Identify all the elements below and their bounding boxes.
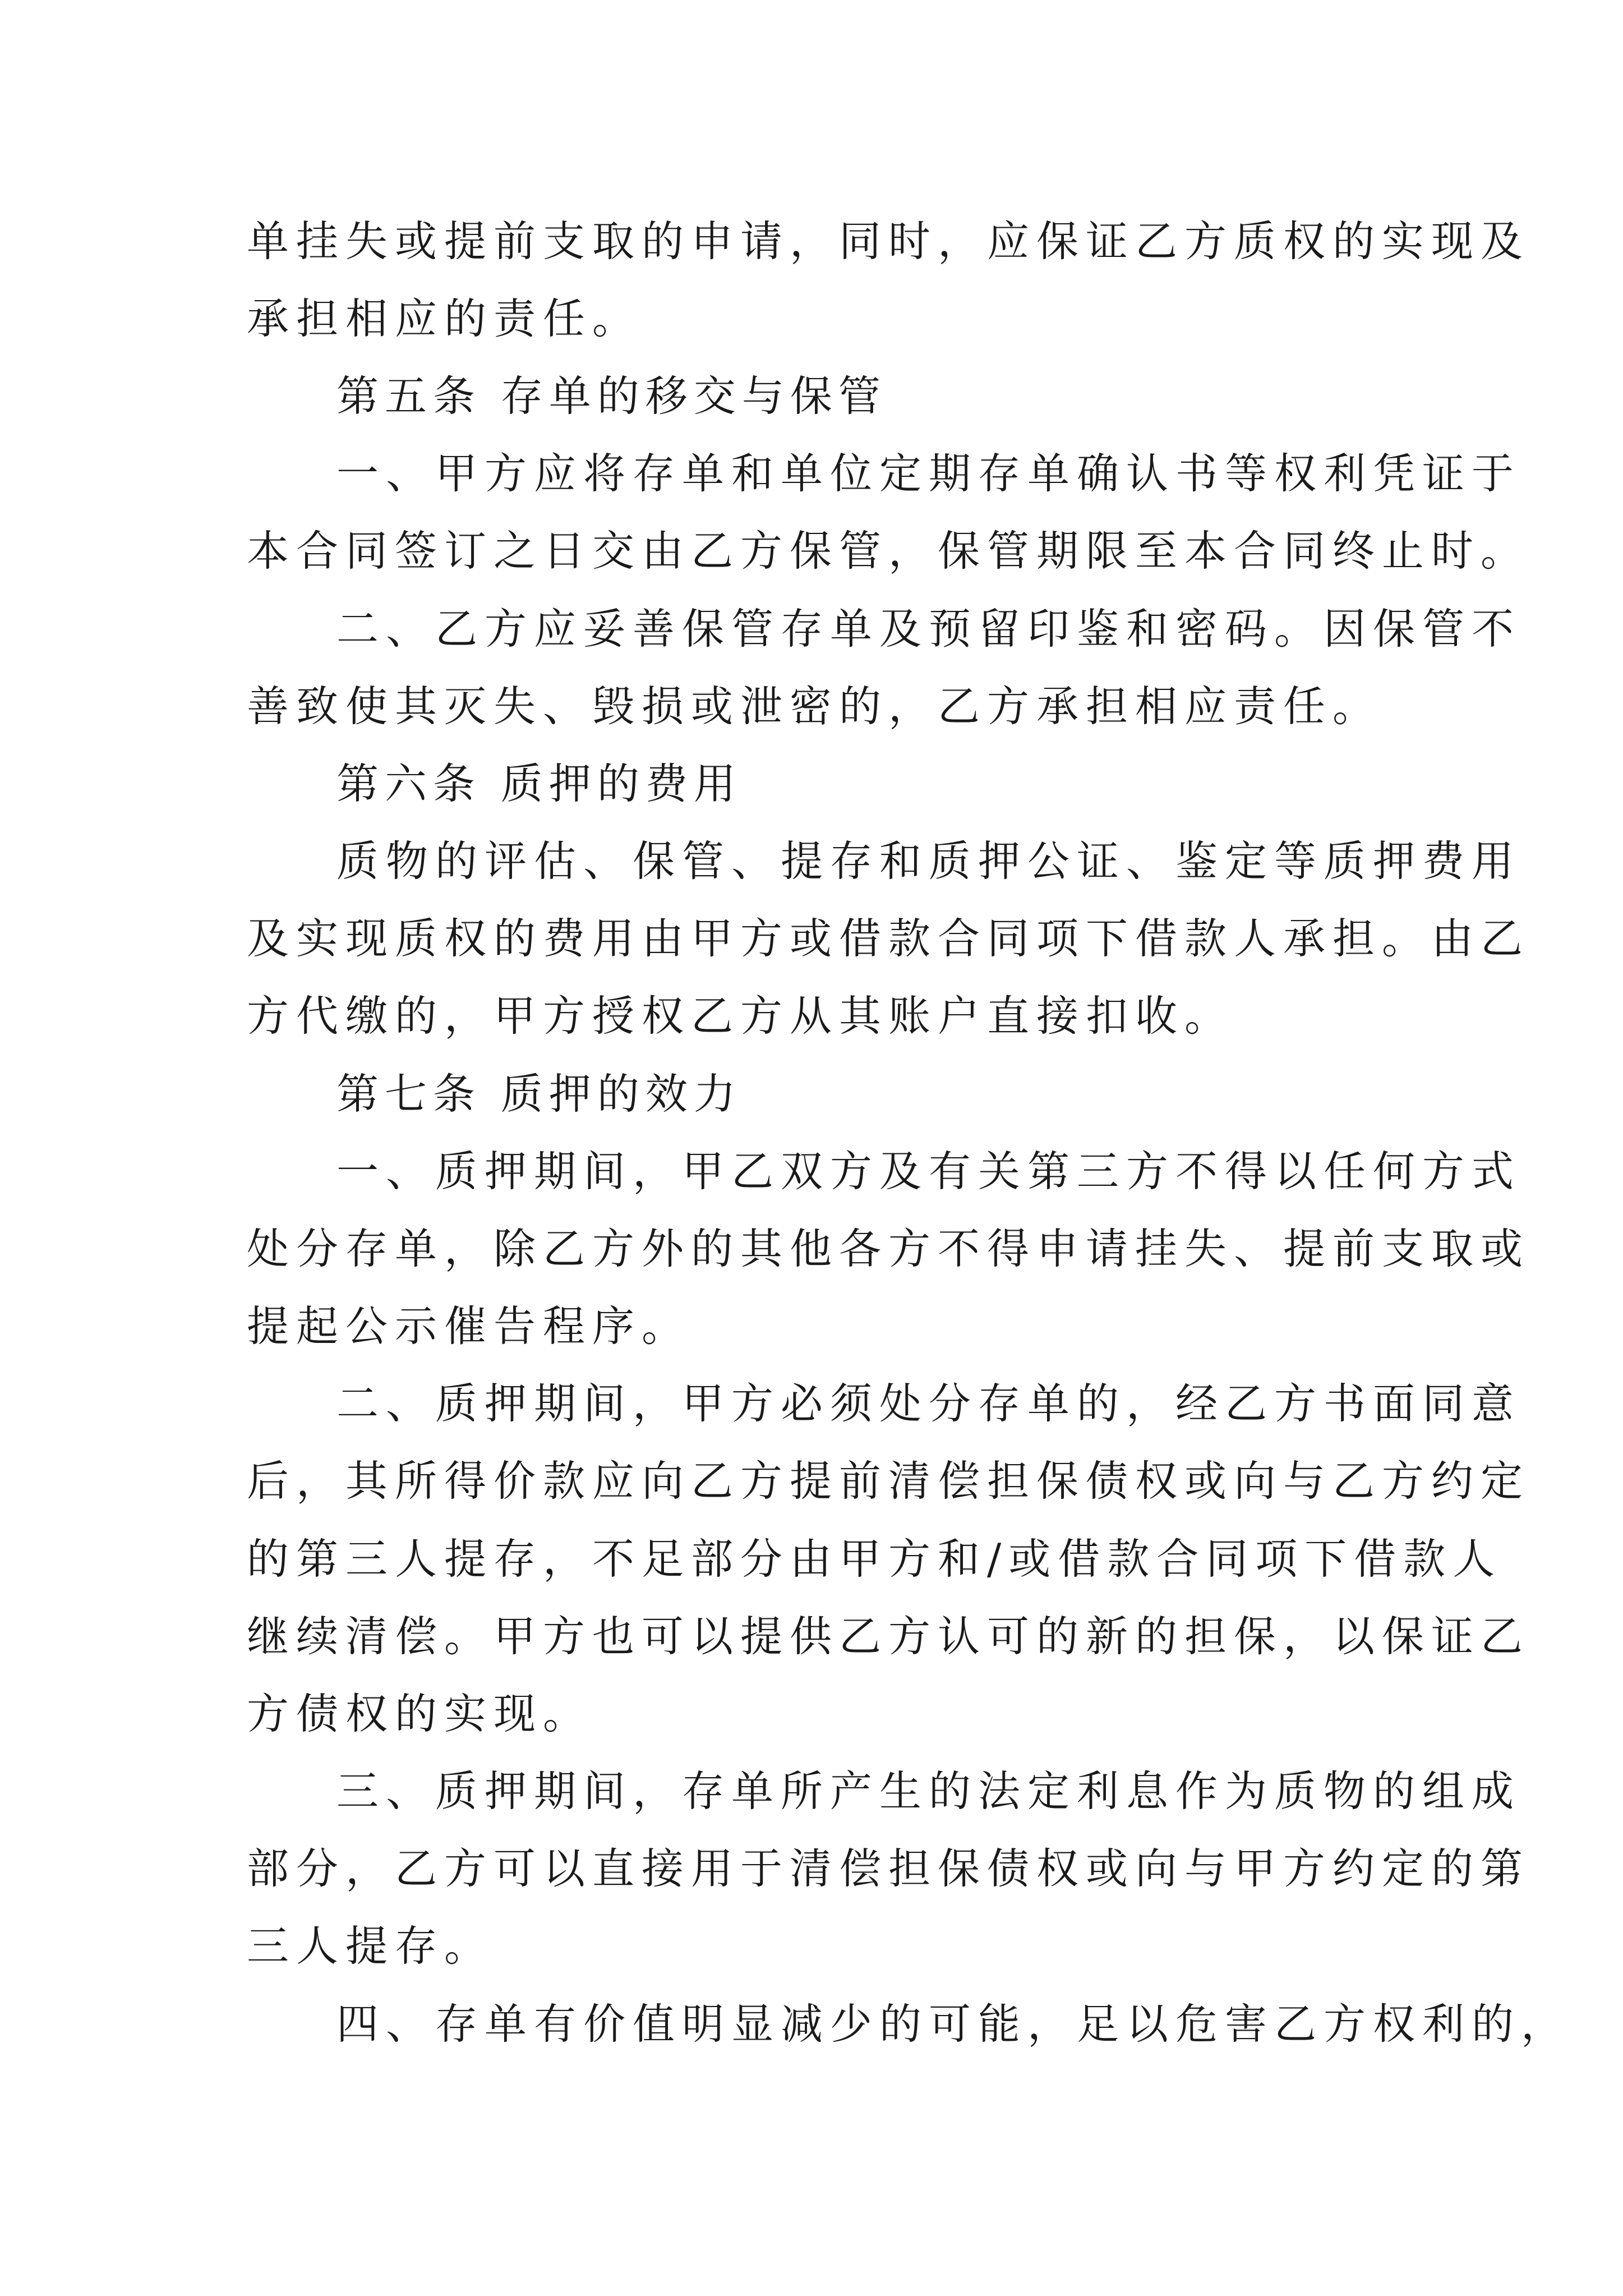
text-line: 善致使其灭失、毁损或泄密的，乙方承担相应责任。: [247, 682, 1382, 731]
paragraph-first-line: 四、存单有价值明显减少的可能，足以危害乙方权利的，: [336, 1999, 1571, 2049]
text-line: 提起公示催告程序。: [247, 1301, 691, 1351]
text-line: 本合同签订之日交由乙方保管，保管期限至本合同终止时。: [247, 526, 1530, 576]
paragraph-first-line: 一、甲方应将存单和单位定期存单确认书等权利凭证于: [336, 449, 1521, 498]
text-line: 继续清偿。甲方也可以提供乙方认可的新的担保，以保证乙: [247, 1612, 1530, 1661]
paragraph-first-line: 一、质押期间，甲乙双方及有关第三方不得以任何方式: [336, 1147, 1521, 1196]
text-line: 方代缴的，甲方授权乙方从其账户直接扣收。: [247, 991, 1234, 1041]
section-heading: 第六条 质押的费用: [336, 759, 742, 808]
section-heading: 第五条 存单的移交与保管: [336, 371, 887, 421]
text-line: 处分存单，除乙方外的其他各方不得申请挂失、提前支取或: [247, 1224, 1530, 1273]
section-heading: 第七条 质押的效力: [336, 1069, 742, 1119]
text-line: 三人提存。: [247, 1921, 494, 1971]
paragraph-first-line: 二、质押期间，甲方必须处分存单的，经乙方书面同意: [336, 1379, 1521, 1428]
text-line: 方债权的实现。: [247, 1689, 593, 1738]
text-line: 后，其所得价款应向乙方提前清偿担保债权或向与乙方约定: [247, 1456, 1530, 1506]
paragraph-first-line: 质物的评估、保管、提存和质押公证、鉴定等质押费用: [336, 836, 1521, 886]
text-line: 及实现质权的费用由甲方或借款合同项下借款人承担。由乙: [247, 914, 1530, 963]
text-line: 单挂失或提前支取的申请，同时，应保证乙方质权的实现及: [247, 217, 1530, 266]
text-line: 部分，乙方可以直接用于清偿担保债权或向与甲方约定的第: [247, 1844, 1530, 1893]
paragraph-first-line: 二、乙方应妥善保管存单及预留印鉴和密码。因保管不: [336, 604, 1521, 654]
text-line: 承担相应的责任。: [247, 294, 642, 343]
text-line: 的第三人提存，不足部分由甲方和/或借款合同项下借款人: [247, 1534, 1502, 1584]
paragraph-first-line: 三、质押期间，存单所产生的法定利息作为质物的组成: [336, 1766, 1521, 1816]
